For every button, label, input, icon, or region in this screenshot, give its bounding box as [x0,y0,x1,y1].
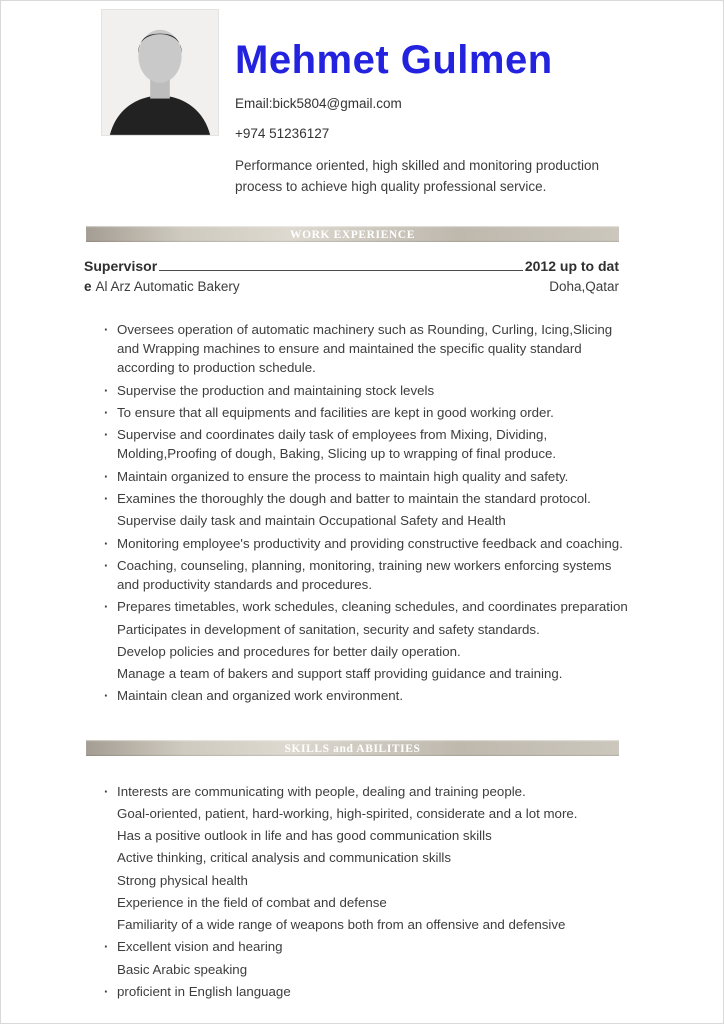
section-title: WORK EXPERIENCE [290,228,415,241]
section-header-skills [86,740,619,756]
list-item: · Supervise the production and maintaining stock levels [104,381,628,400]
job-dates-continued: e [84,278,92,294]
company-row [84,279,619,294]
bullet-icon [104,782,117,801]
company-block [84,279,240,294]
list-item: Strong physical health [117,872,248,888]
list-item: Goal-oriented, patient, hard-working, high-spirited, considerate and a lot more. [117,805,578,821]
underscore-line [159,270,523,271]
list-item: Develop policies and procedures for better daily operation. [117,643,461,659]
list-item: · Excellent vision and hearing [104,937,628,956]
bullet-icon [104,320,117,378]
list-item: Basic Arabic speaking [117,961,248,977]
list-item: · Prepares timetables, work schedules, cleaning schedules, and coordinates preparation [104,597,628,616]
list-item: Participates in development of sanitation, security and safety standards. [117,621,540,637]
list-item: Active thinking, critical analysis and communication skills [117,850,452,866]
company-name: Al Arz Automatic Bakery [95,278,240,294]
list-item: Manage a team of bakers and support staff providing guidance and training. [117,666,563,682]
job-dates: 2012 up to dat [524,257,619,274]
list-item: · Supervise and coordinates daily task of employees from Mixing, Dividing, Molding,Proofing of dough, Baking, Slicing up to wrapping of final produce. [104,425,628,464]
bullet-icon [104,381,117,400]
resume-header [1,1,723,198]
list-item: · proficient in English language [104,982,628,1001]
header-text-block [235,9,633,198]
list-item: · Maintain clean and organized work environment. [104,686,628,705]
summary-text: Performance oriented, high skilled and monitoring production process to achieve high quality professional service. [235,158,599,194]
list-item: · Maintain organized to ensure the process to maintain high quality and safety. [104,467,628,486]
list-item: · Monitoring employee's productivity and providing constructive feedback and coaching. [104,534,628,553]
bullet-icon [104,937,117,956]
list-item: · Coaching, counseling, planning, monitoring, training new workers enforcing systems and productivity standards and procedures. [104,556,628,595]
section-title: SKILLS and ABILITIES [284,742,421,755]
section-header-work-experience [86,226,619,242]
portrait-placeholder-icon [102,10,218,135]
job-location: Doha,Qatar [549,278,619,294]
list-item: · Interests are communicating with people, dealing and training people. [104,782,628,801]
bullet-icon [104,686,117,705]
job-title: Supervisor [84,257,158,274]
phone-text: +974 51236127 [235,126,330,141]
bullet-icon [104,982,117,1001]
list-item: Familiarity of a wide range of weapons both from an offensive and defensive [117,917,566,933]
candidate-name: Mehmet Gulmen [235,38,553,82]
list-item: · To ensure that all equipments and facilities are kept in good working order. [104,403,628,422]
bullet-icon [104,597,117,616]
list-item: Supervise daily task and maintain Occupational Safety and Health [117,513,506,529]
list-item: Experience in the field of combat and defense [117,894,387,910]
bullet-icon [104,467,117,486]
list-item: · Oversees operation of automatic machinery such as Rounding, Curling, Icing,Slicing and Wrapping machines to ensure and maintained the specific quality standard according to production schedule. [104,320,628,378]
email-text: Email:bick5804@gmail.com [235,96,402,111]
list-item: · Examines the thoroughly the dough and batter to maintain the standard protocol. [104,489,628,508]
bullet-icon [104,556,117,595]
bullet-icon [104,534,117,553]
bullet-icon [104,403,117,422]
bullet-icon [104,425,117,464]
list-item: Has a positive outlook in life and has good communication skills [117,828,492,844]
work-experience-list [104,320,628,706]
job-title-row [84,258,619,274]
profile-photo [101,9,219,136]
skills-list [104,782,628,1002]
bullet-icon [104,489,117,508]
